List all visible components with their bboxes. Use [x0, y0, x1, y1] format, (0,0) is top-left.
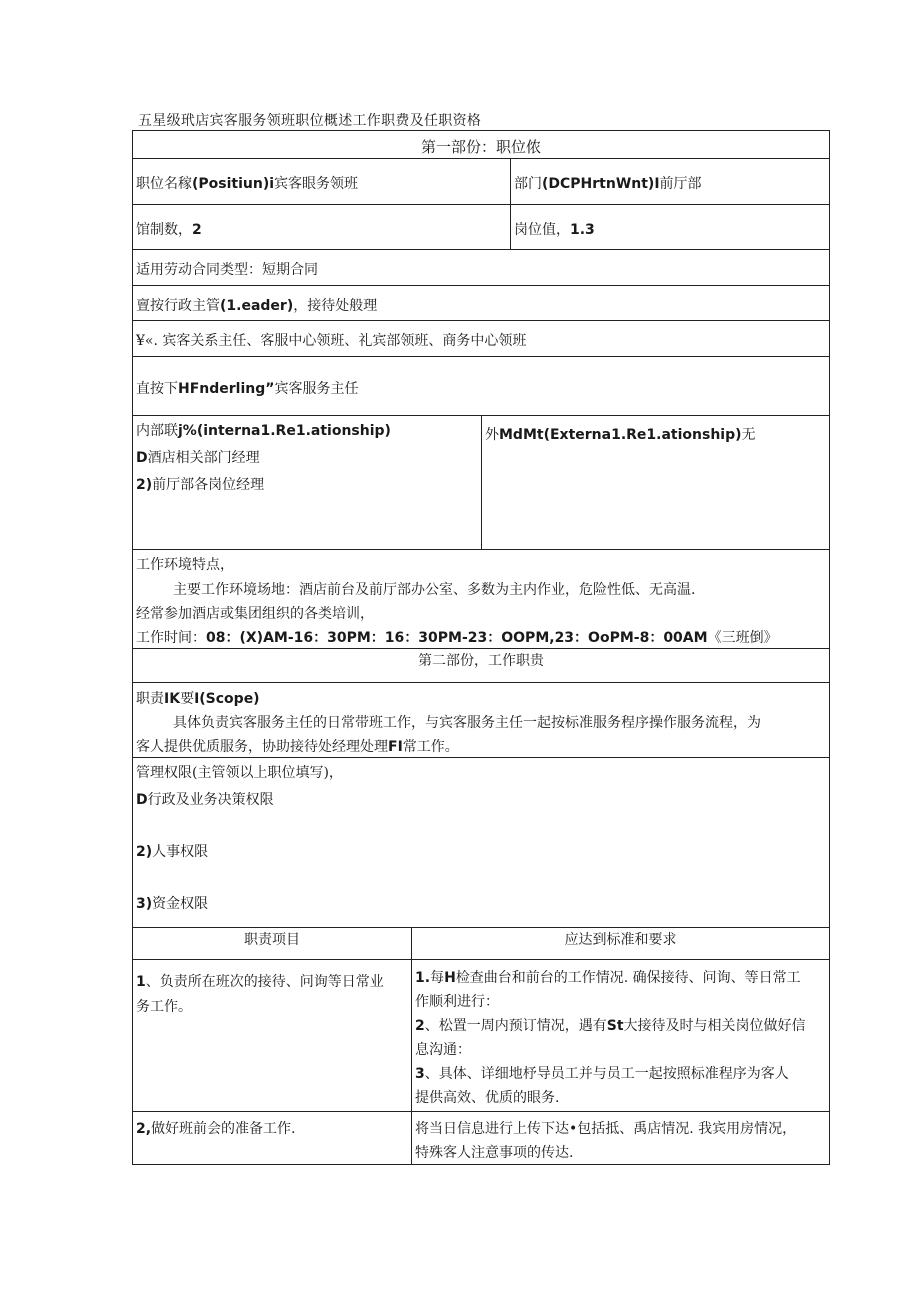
duty-standard-line: 2、松置一周内预订情况，遇有St大接待及时与相关岗位做好信 [415, 1018, 806, 1034]
grade-field: 岗位值，1.3 [514, 222, 595, 238]
part1-heading-row [132, 130, 830, 158]
direct-supervisor: 亶按行政主管(1.eader)，接待处般理 [136, 298, 378, 314]
authority-row [132, 757, 830, 927]
dept-field: 部门(DCPHrtnWnt)I前厅部 [514, 176, 702, 192]
headcount-row [132, 204, 830, 249]
scope-text-line: 具体负责宾客服务主任的日常带班工作，与宾客服务主任一起按标准服务程序操作服务流程，为 [173, 715, 761, 731]
contract-row [132, 249, 830, 285]
internal-relationship-label: 内部联j%(interna1.Re1.ationship) [136, 423, 391, 439]
peer-positions: ¥«. 宾客关系主任、客服中心领班、礼宾部领班、商务中心领班 [136, 333, 527, 349]
duties-header-item: 职责项目 [244, 932, 300, 948]
headcount-field: 馆制数，2 [136, 222, 202, 238]
duty-standard-cell [411, 1112, 829, 1164]
supervisor-row [132, 285, 830, 320]
duty-standard-cell [411, 960, 829, 1111]
part1-heading: 第一部份：职位侬 [420, 138, 541, 156]
duty-standard-line: 1.每H检查曲台和前台的工作情况. 确保接待、问询、等日常工 [415, 970, 801, 986]
environment-training: 经常参加酒店或集团组织的各类培训， [136, 606, 374, 622]
internal-item: D酒店相关部门经理 [136, 450, 260, 466]
scope-row [132, 682, 830, 757]
duty-standard-line: 3、具体、详细地杼导员工并与员工一起按照标准程序为客人 [415, 1066, 789, 1082]
duty-standard-line: 息沟通： [415, 1042, 471, 1058]
relationships-row [132, 415, 830, 549]
part2-heading-row [132, 648, 830, 682]
duty-item-line: 2,做好班前会的准备工作. [136, 1121, 296, 1137]
duty-item-line: 1、负责所在班次的接待、问询等日常业 [136, 974, 384, 990]
part2-heading: 第二部份，工作职贵 [418, 653, 544, 669]
contract-type: 适用劳动合同类型：短期合同 [136, 262, 318, 278]
internal-item: 2)前厅部各岗位经理 [136, 477, 265, 493]
environment-row [132, 549, 830, 648]
document-title: 五星级玳店宾客服务领班职位概述工作职费及任职资格 [138, 113, 482, 129]
peers-row [132, 320, 830, 356]
scope-text-line: 客人提供优质服务，协助接待处经理处理FI常工作。 [136, 739, 459, 755]
duty-item-line: 务工作。 [136, 999, 192, 1015]
job-description-table [132, 130, 830, 1165]
position-name-field: 职位名稼(Positiun)i宾客眼务领班 [136, 176, 359, 192]
duty-standard-line: 提供高效、优质的眼务. [415, 1090, 560, 1106]
external-relationship: 外MdMt(Externa1.Re1.ationship)无 [485, 427, 756, 443]
subordinate-row [132, 356, 830, 415]
authority-label: 管理权限(主管领以上职位填写)， [136, 765, 343, 781]
duty-row [132, 1111, 830, 1165]
authority-item: 2)人事权限 [136, 844, 209, 860]
position-name-value: 宾客眼务领班 [274, 176, 359, 192]
position-row [132, 158, 830, 204]
authority-item: 3)资金权限 [136, 896, 209, 912]
duty-standard-line: 将当日信息进行上传下达•包括抵、禹店情况. 我宾用房情况， [415, 1121, 797, 1137]
environment-main: 主要工作环境场地：酒店前台及前厅部办公室、多数为主内作业，危险性低、无高温. [173, 582, 696, 598]
dept-value: 前厅部 [659, 176, 702, 192]
grade-cell [510, 205, 829, 249]
working-hours: 工作时间：08：(X)AM-16：30PM：16：30PM-23：OOPM,23：OoPM-8：00AM《三班倒》 [136, 630, 778, 646]
duty-row [132, 959, 830, 1111]
duty-standard-line: 特殊客人注意事项的传达. [415, 1145, 574, 1161]
environment-label: 工作环境特点， [136, 557, 234, 573]
authority-item: D行政及业务决策权限 [136, 792, 274, 808]
scope-label: 职责IK要I(Scope) [136, 691, 260, 707]
external-relationship-cell [481, 416, 829, 549]
duties-header-standard-cell [411, 928, 829, 959]
duties-header-row [132, 927, 830, 959]
duty-standard-line: 作顺利进行： [415, 994, 499, 1010]
duties-header-standard: 应达到标准和要求 [564, 932, 677, 948]
direct-subordinate: 直按下HFnderling”宾客服务主任 [136, 381, 359, 397]
dept-cell [510, 159, 829, 204]
